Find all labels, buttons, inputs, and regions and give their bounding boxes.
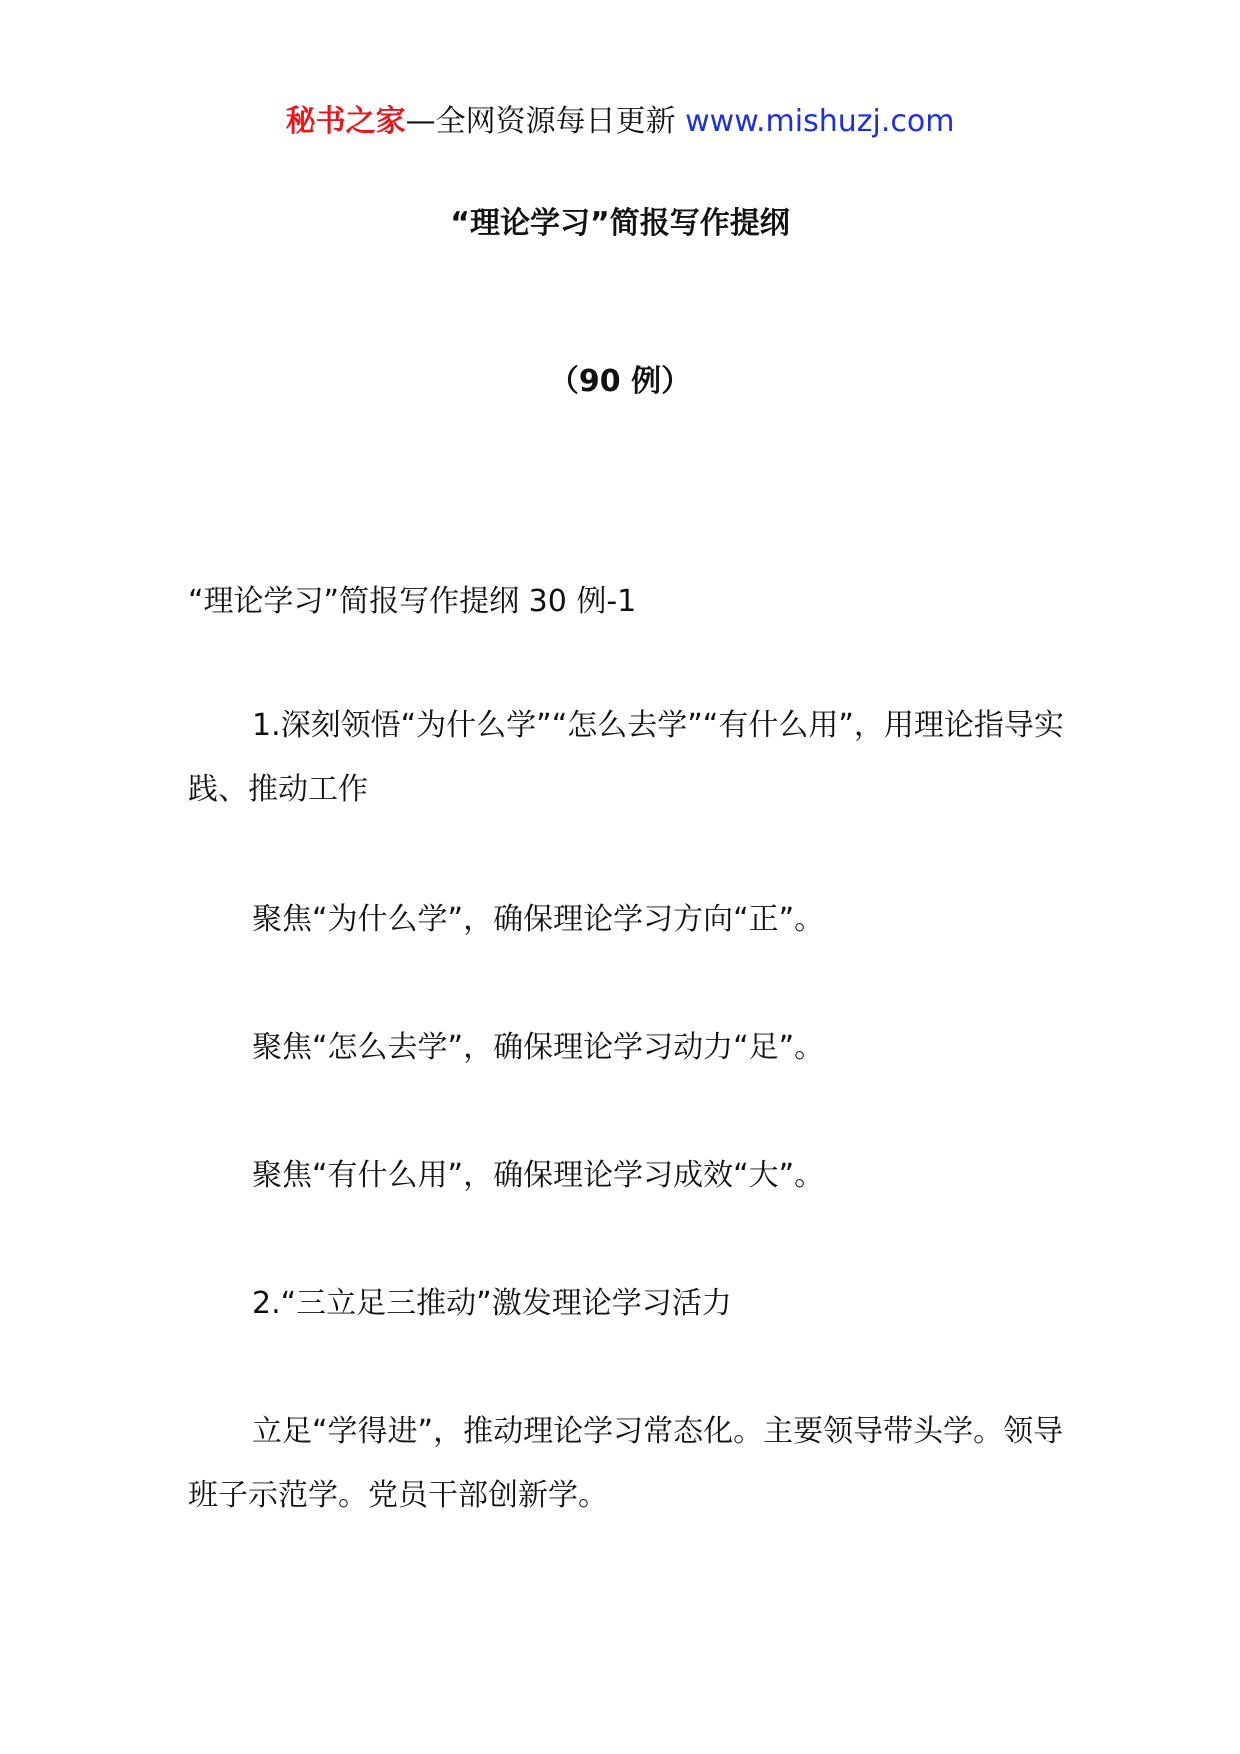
site-header xyxy=(0,100,1240,144)
header-tagline: —全网资源每日更新 xyxy=(405,104,676,139)
document-subtitle: （90 例） xyxy=(548,364,692,399)
section-heading: “理论学习”简报写作提纲 30 例-1 xyxy=(188,584,637,619)
paragraph-4: 聚焦“有什么用”，确保理论学习成效“大”。 xyxy=(252,1158,825,1193)
paragraph-6: 立足“学得进”，推动理论学习常态化。主要领导带头学。领导班子示范学。党员干部创新学。 xyxy=(188,1414,1064,1513)
paragraph-2: 聚焦“为什么学”，确保理论学习方向“正”。 xyxy=(252,902,825,937)
document-title: “理论学习”简报写作提纲 xyxy=(450,206,790,241)
paragraph-5: 2.“三立足三推动”激发理论学习活力 xyxy=(252,1286,732,1321)
site-url-link[interactable]: www.mishuzj.com xyxy=(685,104,955,139)
paragraph-3: 聚焦“怎么去学”，确保理论学习动力“足”。 xyxy=(252,1030,825,1065)
paragraph-1: 1.深刻领悟“为什么学”“怎么去学”“有什么用”，用理论指导实践、推动工作 xyxy=(188,708,1064,807)
brand-name: 秘书之家 xyxy=(285,104,406,139)
